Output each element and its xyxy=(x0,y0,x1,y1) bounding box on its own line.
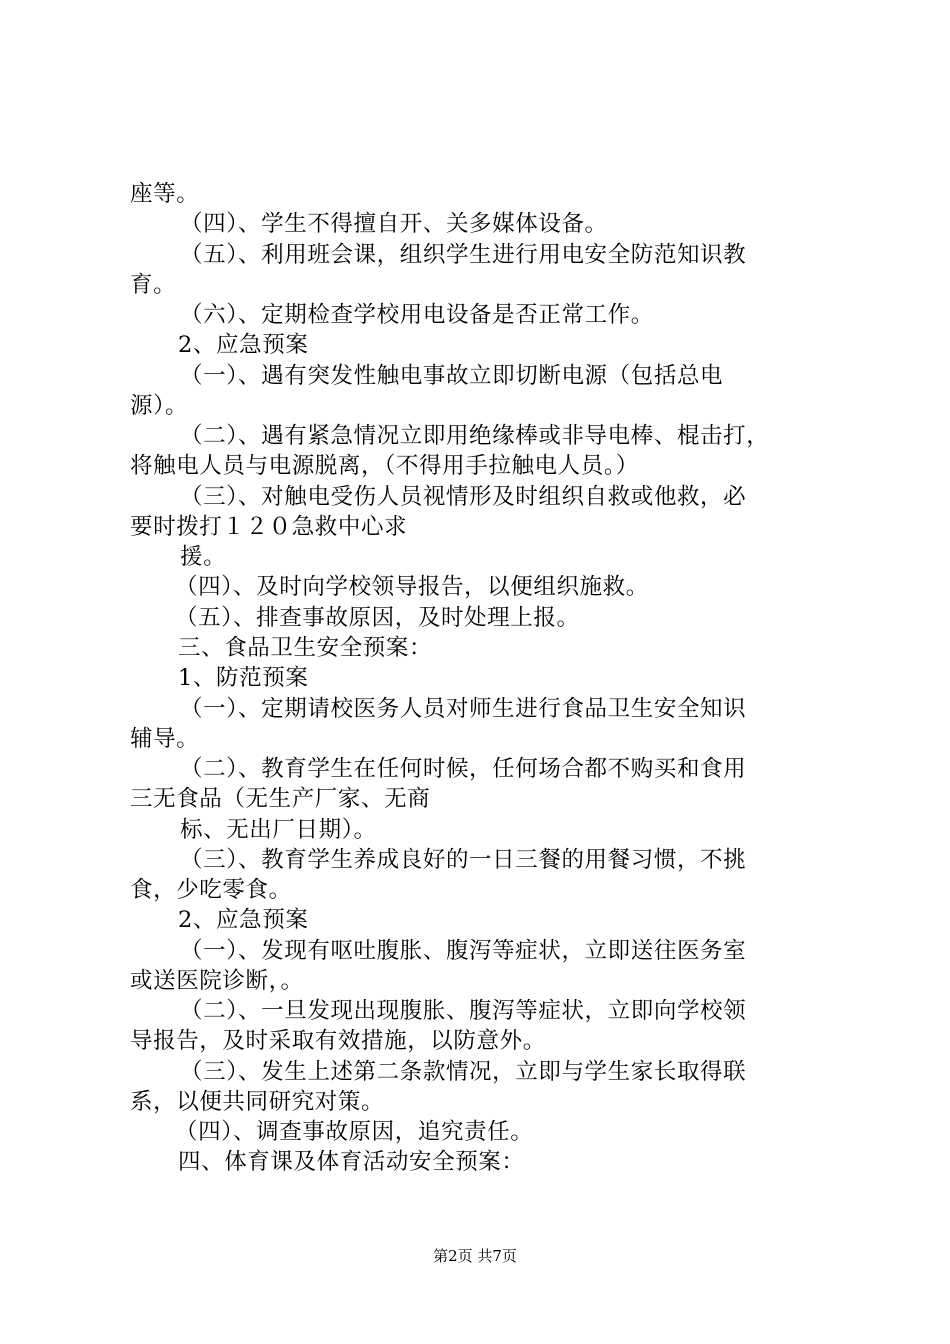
text-line: （二）、遇有紧急情况立即用绝缘棒或非导电棒、棍击打， xyxy=(180,423,770,449)
text-line: 1、防范预案 xyxy=(178,665,309,691)
text-line: 食，少吃零食。 xyxy=(130,877,292,903)
section-heading: 三、食品卫生安全预案： xyxy=(178,635,433,661)
text-line: （四）、及时向学校领导报告，以便组织施救。 xyxy=(175,574,649,600)
text-line: （五）、排查事故原因，及时处理上报。 xyxy=(175,605,580,631)
text-line: （一）、遇有突发性触电事故立即切断电源（包括总电 xyxy=(180,363,724,389)
text-line: 要时拨打１２０急救中心求 xyxy=(130,514,408,540)
text-line: 源）。 xyxy=(130,393,189,419)
text-line: （二）、一旦发现出现腹胀、腹泻等症状，立即向学校领 xyxy=(180,998,747,1024)
text-line: 标、无出厂日期）。 xyxy=(180,817,377,843)
text-line: （五）、利用班会课，组织学生进行用电安全防范知识教 xyxy=(180,242,747,268)
text-line: （三）、发生上述第二条款情况，立即与学生家长取得联 xyxy=(180,1059,747,1085)
section-heading: 四、体育课及体育活动安全预案： xyxy=(178,1149,525,1175)
text-line: 辅导。 xyxy=(130,726,200,752)
text-line: （四）、学生不得擅自开、关多媒体设备。 xyxy=(180,211,608,237)
text-line: （六）、定期检查学校用电设备是否正常工作。 xyxy=(180,302,654,328)
page-footer: 第2页 共7页 xyxy=(433,1247,517,1265)
text-line: （二）、教育学生在任何时候，任何场合都不购买和食用 xyxy=(180,756,747,782)
text-line: （三）、教育学生养成良好的一日三餐的用餐习惯，不挑 xyxy=(180,847,747,873)
text-line: （四）、调查事故原因，追究责任。 xyxy=(175,1119,534,1145)
text-line: （三）、对触电受伤人员视情形及时组织自救或他救，必 xyxy=(180,484,747,510)
text-line: 或送医院诊断，。 xyxy=(130,968,304,994)
text-line: 三无食品（无生产厂家、无商 xyxy=(130,786,431,812)
text-line: 系，以便共同研究对策。 xyxy=(130,1089,385,1115)
text-line: 援。 xyxy=(180,544,227,570)
text-line: 2、应急预案 xyxy=(178,332,309,358)
text-line: （一）、发现有呕吐腹胀、腹泻等症状，立即送往医务室 xyxy=(180,938,747,964)
text-line: 导报告，及时采取有效措施，以防意外。 xyxy=(130,1028,546,1054)
text-line: 将触电人员与电源脱离，（不得用手拉触电人员。） xyxy=(130,453,639,479)
text-line: 育。 xyxy=(130,272,177,298)
text-line: 2、应急预案 xyxy=(178,907,309,933)
text-line: 座等。 xyxy=(130,181,200,207)
text-line: （一）、定期请校医务人员对师生进行食品卫生安全知识 xyxy=(180,696,747,722)
